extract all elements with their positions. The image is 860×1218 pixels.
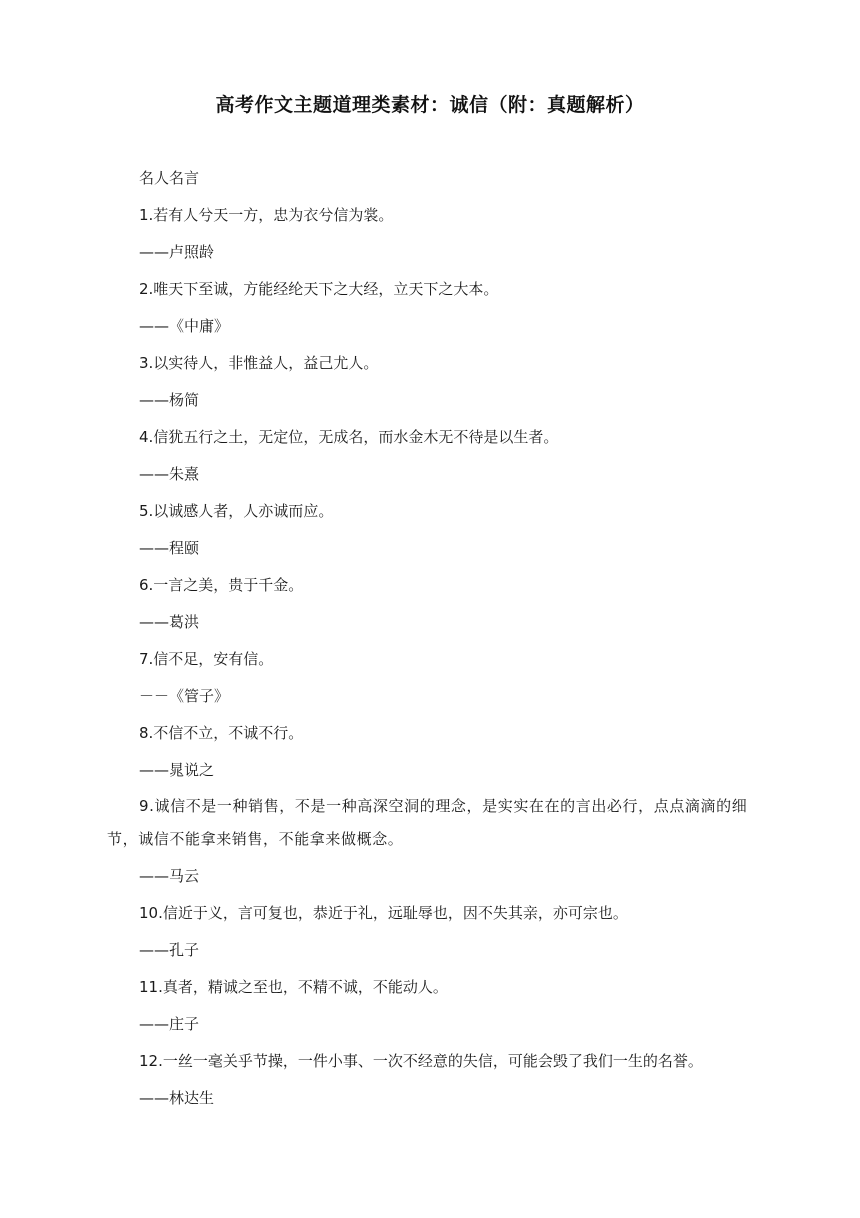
quote-item xyxy=(107,721,757,782)
quote-item xyxy=(107,573,757,634)
quote-text: 11.真者，精诚之至也，不精不诚，不能动人。 xyxy=(139,978,448,996)
quote-author: ——卢照龄 xyxy=(139,243,215,261)
document-body xyxy=(107,166,757,1123)
quote-author: ——孔子 xyxy=(139,941,200,959)
quote-author: ——林达生 xyxy=(139,1089,215,1107)
quote-author: ——晁说之 xyxy=(139,761,215,779)
quote-item xyxy=(107,1049,757,1110)
quote-item xyxy=(107,425,757,486)
document-title: 高考作文主题道理类素材：诚信（附：真题解析） xyxy=(215,94,645,116)
quote-author: ——葛洪 xyxy=(139,613,200,631)
quote-text: 8.不信不立，不诚不行。 xyxy=(139,724,304,742)
quote-author: －－《管子》 xyxy=(139,687,230,705)
quote-author: ——朱熹 xyxy=(139,465,200,483)
quote-text: 5.以诚感人者，人亦诚而应。 xyxy=(139,502,334,520)
quote-item xyxy=(107,277,757,338)
quote-item xyxy=(107,647,757,708)
quote-item xyxy=(107,351,757,412)
quote-item xyxy=(107,790,757,888)
quote-text: 3.以实待人，非惟益人，益己尤人。 xyxy=(139,354,379,372)
quote-text: 12.一丝一毫关乎节操，一件小事、一次不经意的失信，可能会毁了我们一生的名誉。 xyxy=(139,1052,703,1070)
quote-text: 1.若有人兮天一方，忠为衣兮信为裳。 xyxy=(139,206,394,224)
quote-text: 4.信犹五行之土，无定位，无成名，而水金木无不待是以生者。 xyxy=(139,428,559,446)
section-heading: 名人名言 xyxy=(139,169,200,187)
quote-text: 10.信近于义，言可复也，恭近于礼，远耻辱也，因不失其亲，亦可宗也。 xyxy=(139,904,628,922)
quote-item xyxy=(107,901,757,962)
quote-author: ——程颐 xyxy=(139,539,200,557)
quote-list xyxy=(107,203,757,1110)
quote-text: 2.唯天下至诚，方能经纶天下之大经，立天下之大本。 xyxy=(139,280,499,298)
quote-item xyxy=(107,203,757,264)
quote-text: 9.诚信不是一种销售，不是一种高深空洞的理念，是实实在在的言出必行，点点滴滴的细节，诚信不能拿来销售，不能拿来做概念。 xyxy=(107,797,748,848)
quote-author: ——庄子 xyxy=(139,1015,200,1033)
quote-text: 6.一言之美，贵于千金。 xyxy=(139,576,304,594)
quote-text: 7.信不足，安有信。 xyxy=(139,650,274,668)
quote-author: ——马云 xyxy=(139,867,200,885)
quote-item xyxy=(107,499,757,560)
quote-author: ——《中庸》 xyxy=(139,317,230,335)
quote-item xyxy=(107,975,757,1036)
quote-author: ——杨简 xyxy=(139,391,200,409)
